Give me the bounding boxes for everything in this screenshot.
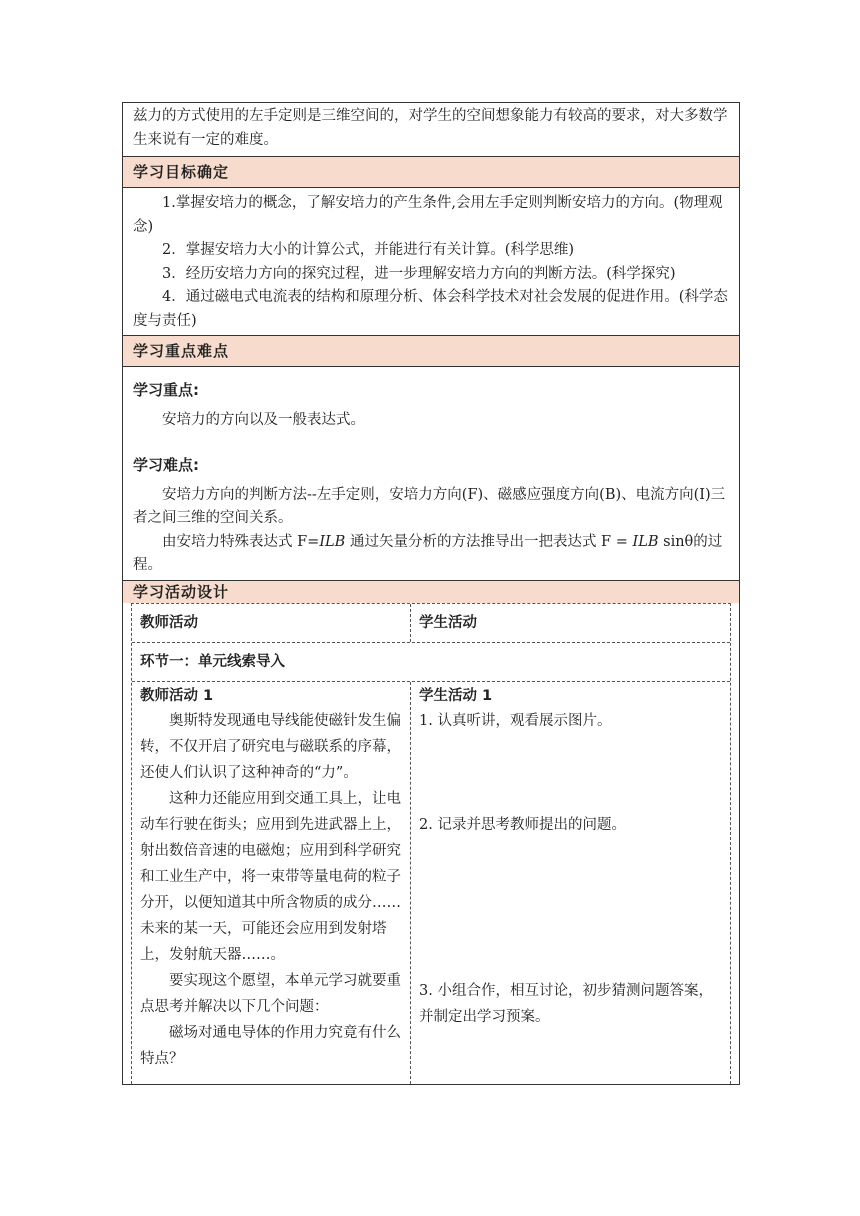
- difficulty-label: 学习难点:: [133, 456, 199, 474]
- goal-item: 1.掌握安培力的概念，了解安培力的产生条件,会用左手定则判断安培力的方向。(物理观念): [133, 195, 723, 235]
- teacher-column-header: 教师活动: [132, 604, 411, 642]
- teacher-paragraph: 磁场对通电导体的作用力究竟有什么特点？: [140, 1024, 401, 1067]
- teacher-activity-title: 教师活动 1: [140, 687, 214, 704]
- student-item: 1. 认真听讲，观看展示图片。: [419, 712, 612, 729]
- student-item: 3. 小组合作，相互讨论，初步猜测问题答案，并制定出学习预案。: [419, 982, 713, 1025]
- intro-text: 兹力的方式使用的左手定则是三维空间的，对学生的空间想象能力有较高的要求，对大多数学生来说有一定的难度。: [133, 108, 728, 148]
- goals-section: [123, 188, 739, 336]
- activity-table-header: [132, 604, 730, 643]
- intro-section: [123, 103, 739, 157]
- teacher-paragraph: 这种力还能应用到交通工具上，让电动车行驶在街头；应用到先进武器上上，射出数倍音速的电磁炮；应用到科学研究和工业生产中，将一束带等量电荷的粒子分开，以便知道其中所含物质的成分……未来的某一天，可能还会应用到发射塔上，发射航天器……。: [140, 790, 401, 963]
- lesson-plan-table: [122, 102, 740, 1084]
- goal-item: 4．通过磁电式电流表的结构和原理分析、体会科学技术对社会发展的促进作用。(科学态度与责任): [133, 289, 728, 329]
- goals-header: 学习目标确定: [123, 157, 739, 188]
- teacher-paragraph: 奥斯特发现通电导线能使磁针发生偏转，不仅开启了研究电与磁联系的序幕，还使人们认识了这种神奇的“力”。: [140, 712, 401, 781]
- link-row: [132, 643, 730, 682]
- activity-section: [123, 603, 739, 1084]
- focus-label: 学习重点:: [133, 381, 199, 399]
- student-item: 2. 记录并思考教师提出的问题。: [419, 816, 626, 833]
- link-title: 环节一：单元线索导入: [140, 653, 285, 670]
- student-column-header: 学生活动: [419, 614, 477, 631]
- activity-table: [131, 603, 731, 1084]
- keypoints-section: [123, 367, 739, 581]
- bottom-border: [122, 1084, 740, 1085]
- document-page: [122, 102, 740, 1085]
- difficulty-formula-text: 由安培力特殊表达式 F=ILB 通过矢量分析的方法推导出一把表达式 F = ILB sinθ的过程。: [133, 533, 723, 573]
- teacher-paragraph: 要实现这个愿望，本单元学习就要重点思考并解决以下几个问题：: [140, 972, 401, 1015]
- activity-header: 学习活动设计: [123, 581, 739, 603]
- keypoints-header: 学习重点难点: [123, 336, 739, 367]
- goal-item: 2．掌握安培力大小的计算公式，并能进行有关计算。(科学思维): [162, 242, 575, 258]
- difficulty-text: 安培力方向的判断方法--左手定则，安培力方向(F)、磁感应强度方向(B)、电流方向(I)三者之间三维的空间关系。: [133, 486, 726, 526]
- activity-row: [132, 682, 730, 1084]
- student-activity-cell: [411, 682, 730, 1084]
- focus-text: 安培力的方向以及一般表达式。: [162, 411, 365, 428]
- teacher-activity-cell: [132, 682, 411, 1084]
- student-activity-title: 学生活动 1: [419, 687, 493, 704]
- goal-item: 3．经历安培力方向的探究过程，进一步理解安培力方向的判断方法。(科学探究): [162, 265, 676, 282]
